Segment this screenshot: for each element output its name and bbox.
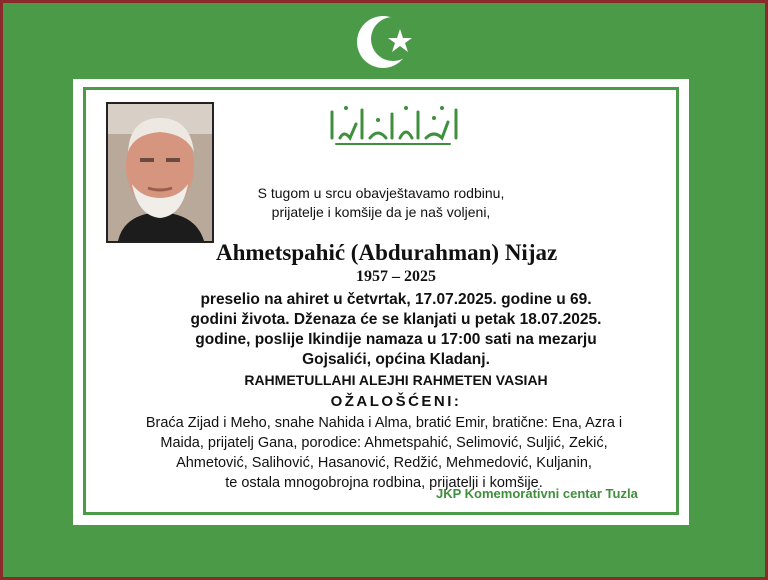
notice-inner-frame [83, 87, 679, 515]
prayer-line: RAHMETULLAHI ALEJHI RAHMETEN VASIAH [244, 372, 548, 388]
green-background [3, 3, 765, 577]
deceased-photo [106, 102, 214, 243]
intro-line-1: S tugom u srcu obavještavamo rodbinu, [257, 185, 505, 201]
intro-line-2: prijatelje i komšije da je naš voljeni, [271, 204, 491, 220]
crescent-star-icon [353, 9, 423, 75]
intro-text [236, 184, 526, 222]
notice-card [73, 79, 689, 525]
publisher-credit: JKP Komemorativni centar Tuzla [436, 486, 638, 501]
mourners-heading: OŽALOŠĆENI: [330, 393, 462, 410]
details-line-3: godine, poslije Ikindije namaza u 17:00 sati na mezarju [195, 331, 597, 348]
mourners-list [98, 413, 670, 493]
mourners-line-3: Ahmetović, Salihović, Hasanović, Redžić, Mehmedović, Kuljanin, [176, 455, 592, 471]
details-line-4: Gojsalići, općina Kladanj. [302, 351, 490, 368]
life-years: 1957 – 2025 [356, 268, 436, 285]
funeral-details [166, 290, 626, 390]
deceased-name: Ahmetspahić (Abdurahman) Nijaz [216, 240, 558, 265]
mourners-line-4: te ostala mnogobrojna rodbina, prijatelji i komšije. [225, 475, 543, 491]
mourners-line-2: Maida, prijatelj Gana, porodice: Ahmetspahić, Selimović, Suljić, Zekić, [160, 435, 608, 451]
details-line-2: godini života. Dženaza će se klanjati u petak 18.07.2025. [190, 311, 602, 328]
details-line-1: preselio na ahiret u četvrtak, 17.07.2025. godine u 69. [200, 291, 592, 308]
arabic-calligraphy-icon [326, 100, 466, 150]
mourners-line-1: Braća Zijad i Meho, snahe Nahida i Alma, bratić Emir, bratične: Ena, Azra i [145, 415, 623, 431]
